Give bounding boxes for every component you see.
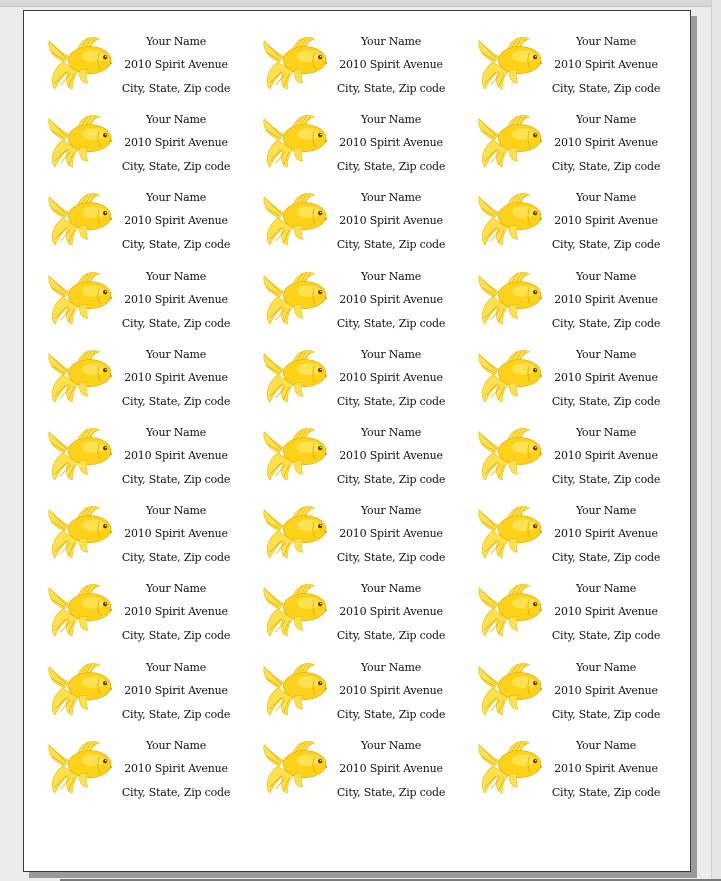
label-city-state-zip: City, State, Zip code [336,238,446,252]
label-name: Your Name [360,191,422,205]
address-label [454,66,669,174]
label-city-state-zip: City, State, Zip code [121,707,231,721]
label-name: Your Name [575,738,637,752]
label-street: 2010 Spirit Avenue [339,214,443,228]
label-city-state-zip: City, State, Zip code [121,629,231,643]
label-name: Your Name [575,660,637,674]
label-city-state-zip: City, State, Zip code [336,473,446,486]
address-label [24,66,239,174]
label-street: 2010 Spirit Avenue [124,136,228,150]
label-street: 2010 Spirit Avenue [124,449,228,462]
label-city-state-zip: City, State, Zip code [551,394,661,408]
label-name: Your Name [360,582,422,596]
address-label [454,692,669,799]
address-label [239,10,454,95]
address-block [116,144,236,252]
address-label [454,144,669,252]
label-street: 2010 Spirit Avenue [554,683,658,697]
label-street: 2010 Spirit Avenue [339,449,443,462]
address-block [331,535,451,643]
address-label [239,457,454,565]
address-block [331,301,451,408]
label-name: Your Name [145,504,207,518]
label-street: 2010 Spirit Avenue [124,292,228,306]
label-city-state-zip: City, State, Zip code [121,785,231,799]
label-name: Your Name [145,738,207,752]
label-city-state-zip: City, State, Zip code [551,785,661,799]
label-name: Your Name [360,347,422,361]
address-block [546,614,666,721]
address-block [546,144,666,252]
label-name: Your Name [575,191,637,205]
label-name: Your Name [360,426,422,439]
goldfish-icon [44,737,116,795]
label-street: 2010 Spirit Avenue [554,761,658,775]
label-street: 2010 Spirit Avenue [339,370,443,384]
label-name: Your Name [360,269,422,283]
label-street: 2010 Spirit Avenue [124,761,228,775]
label-city-state-zip: City, State, Zip code [121,316,231,330]
viewer-scrollbar[interactable] [711,0,721,881]
address-block [331,692,451,799]
address-label [454,223,669,330]
address-block [116,10,236,95]
address-block [331,10,451,95]
address-label [24,457,239,565]
label-street: 2010 Spirit Avenue [124,527,228,541]
address-block [546,301,666,408]
address-label [454,457,669,565]
label-city-state-zip: City, State, Zip code [336,551,446,565]
address-block [546,223,666,330]
label-street: 2010 Spirit Avenue [339,292,443,306]
label-street: 2010 Spirit Avenue [339,761,443,775]
address-block [546,379,666,486]
address-block [331,223,451,330]
address-block [546,457,666,565]
label-name: Your Name [145,426,207,439]
address-block [331,457,451,565]
label-city-state-zip: City, State, Zip code [336,160,446,174]
address-block [116,692,236,799]
address-label [24,692,239,799]
label-name: Your Name [575,269,637,283]
label-street: 2010 Spirit Avenue [124,214,228,228]
label-name: Your Name [360,113,422,127]
goldfish-icon [259,737,331,795]
address-label [454,301,669,408]
address-label [24,223,239,330]
label-name: Your Name [575,582,637,596]
label-street: 2010 Spirit Avenue [339,58,443,71]
label-city-state-zip: City, State, Zip code [551,238,661,252]
label-name: Your Name [575,35,637,48]
address-block [331,379,451,486]
address-block [331,144,451,252]
address-label [454,10,669,95]
address-block [546,66,666,174]
address-block [331,66,451,174]
label-street: 2010 Spirit Avenue [339,136,443,150]
address-label [239,66,454,174]
label-sheet-page [23,10,691,872]
label-name: Your Name [360,660,422,674]
label-street: 2010 Spirit Avenue [339,527,443,541]
label-city-state-zip: City, State, Zip code [121,160,231,174]
label-city-state-zip: City, State, Zip code [551,82,661,95]
address-block [546,535,666,643]
address-label [239,692,454,799]
label-name: Your Name [145,191,207,205]
label-city-state-zip: City, State, Zip code [121,238,231,252]
address-label [239,144,454,252]
viewer-toolbar-edge [0,0,721,7]
label-name: Your Name [145,113,207,127]
label-name: Your Name [360,738,422,752]
address-block [546,10,666,95]
address-block [116,457,236,565]
address-label [24,144,239,252]
label-name: Your Name [575,113,637,127]
label-street: 2010 Spirit Avenue [339,605,443,619]
label-city-state-zip: City, State, Zip code [336,629,446,643]
label-street: 2010 Spirit Avenue [124,58,228,71]
address-label [239,614,454,721]
label-city-state-zip: City, State, Zip code [336,82,446,95]
address-label [24,379,239,486]
address-block [116,223,236,330]
label-name: Your Name [145,582,207,596]
label-city-state-zip: City, State, Zip code [121,473,231,486]
label-street: 2010 Spirit Avenue [554,292,658,306]
label-name: Your Name [575,347,637,361]
address-label [239,223,454,330]
address-block [546,692,666,799]
address-block [116,614,236,721]
label-city-state-zip: City, State, Zip code [121,551,231,565]
label-name: Your Name [575,426,637,439]
label-name: Your Name [145,269,207,283]
label-city-state-zip: City, State, Zip code [336,394,446,408]
label-city-state-zip: City, State, Zip code [551,473,661,486]
label-name: Your Name [360,35,422,48]
label-name: Your Name [360,504,422,518]
address-block [116,535,236,643]
label-city-state-zip: City, State, Zip code [336,785,446,799]
label-name: Your Name [145,347,207,361]
label-city-state-zip: City, State, Zip code [551,160,661,174]
address-label [239,301,454,408]
label-city-state-zip: City, State, Zip code [551,629,661,643]
label-city-state-zip: City, State, Zip code [121,394,231,408]
label-name: Your Name [575,504,637,518]
address-label [24,535,239,643]
address-label [454,535,669,643]
label-street: 2010 Spirit Avenue [124,683,228,697]
label-city-state-zip: City, State, Zip code [551,316,661,330]
address-label [24,10,239,95]
address-label [454,614,669,721]
label-street: 2010 Spirit Avenue [554,605,658,619]
address-label [454,379,669,486]
label-street: 2010 Spirit Avenue [124,370,228,384]
goldfish-icon [474,737,546,795]
label-street: 2010 Spirit Avenue [554,136,658,150]
label-city-state-zip: City, State, Zip code [336,316,446,330]
label-street: 2010 Spirit Avenue [124,605,228,619]
label-street: 2010 Spirit Avenue [554,214,658,228]
label-city-state-zip: City, State, Zip code [551,551,661,565]
label-street: 2010 Spirit Avenue [554,370,658,384]
label-street: 2010 Spirit Avenue [554,58,658,71]
address-block [331,614,451,721]
label-name: Your Name [145,660,207,674]
address-label [24,301,239,408]
label-street: 2010 Spirit Avenue [339,683,443,697]
label-street: 2010 Spirit Avenue [554,527,658,541]
address-block [116,66,236,174]
address-block [116,379,236,486]
address-label [239,379,454,486]
label-street: 2010 Spirit Avenue [554,449,658,462]
label-name: Your Name [145,35,207,48]
label-city-state-zip: City, State, Zip code [551,707,661,721]
address-label [24,614,239,721]
label-city-state-zip: City, State, Zip code [121,82,231,95]
address-label [239,535,454,643]
label-city-state-zip: City, State, Zip code [336,707,446,721]
address-block [116,301,236,408]
